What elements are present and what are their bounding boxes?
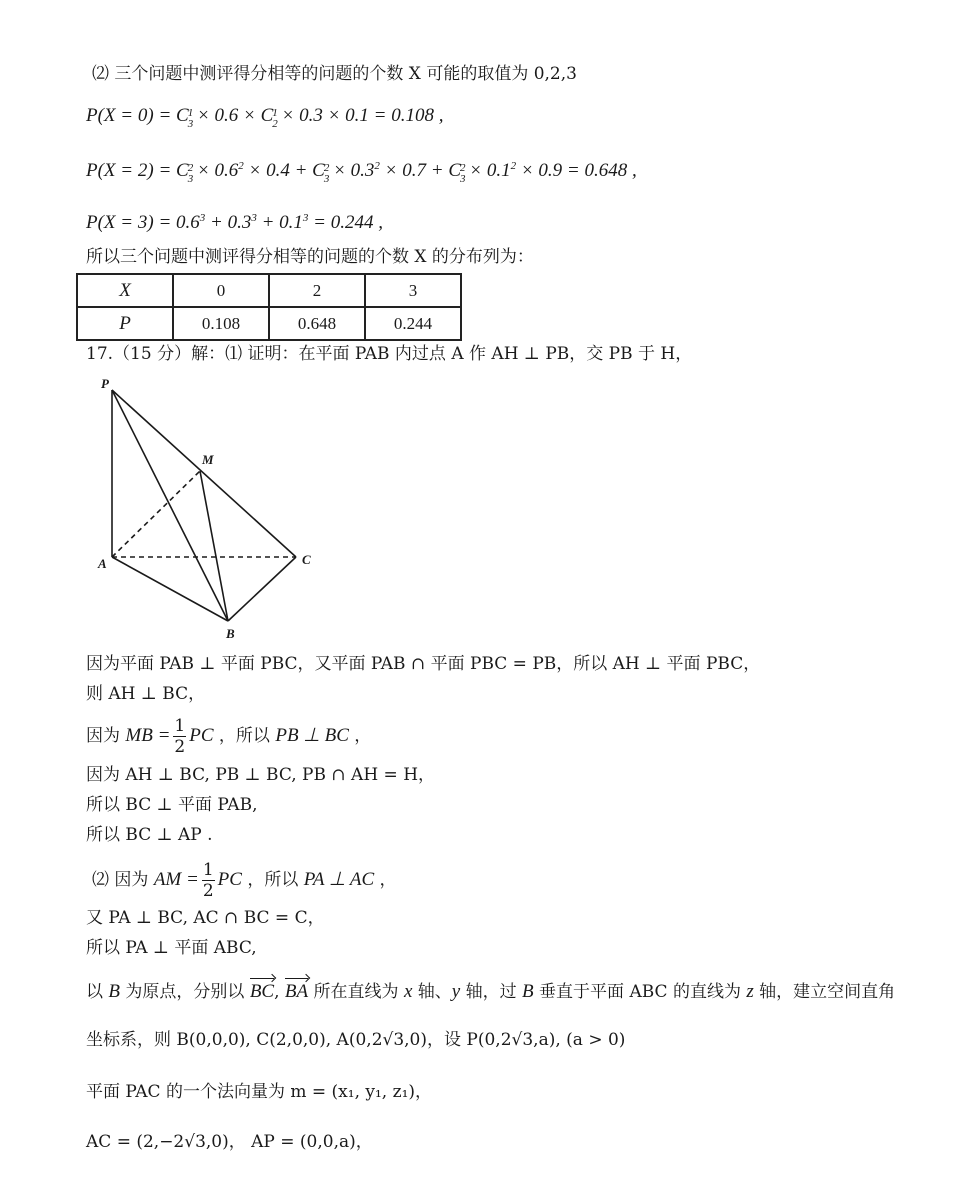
table-cell: X xyxy=(77,274,173,307)
proof-line-5: 所以 BC ⊥ 平面 PAB, xyxy=(86,795,258,815)
label-m: M xyxy=(202,452,214,467)
proof-line-11: 坐标系，则 B(0,0,0), C(2,0,0), A(0,2√3,0)，设 P(0,2√3,a), (a > 0) xyxy=(86,1030,626,1050)
proof-line-2: 则 AH ⊥ BC， xyxy=(86,684,206,704)
q17-intro: 17.（15 分）解：⑴ 证明：在平面 PAB 内过点 A 作 AH ⊥ PB，交 PB 于 H， xyxy=(86,344,693,364)
segment-am-hidden xyxy=(112,471,200,557)
proof-line-13: AC = (2,−2√3,0)， AP = (0,0,a)， xyxy=(86,1132,373,1152)
distribution-intro: 所以三个问题中测评得分相等的问题的个数 X 的分布列为： xyxy=(86,247,534,267)
label-p: P xyxy=(101,376,109,391)
proof-line-6: 所以 BC ⊥ AP . xyxy=(86,825,213,845)
proof-line-1: 因为平面 PAB ⊥ 平面 PBC，又平面 PAB ∩ 平面 PBC = PB，所以 AH ⊥ 平面 PBC， xyxy=(86,654,761,674)
proof-line-9: 所以 PA ⊥ 平面 ABC, xyxy=(86,938,257,958)
table-cell: 0.244 xyxy=(365,307,461,340)
edge-pc xyxy=(112,390,296,557)
proof-line-12: 平面 PAC 的一个法向量为 m = (x₁, y₁, z₁)， xyxy=(86,1082,433,1102)
edge-ab xyxy=(112,557,228,621)
table-cell: 2 xyxy=(269,274,365,307)
label-c: C xyxy=(302,552,311,567)
segment-mb xyxy=(200,471,228,621)
table-cell: 3 xyxy=(365,274,461,307)
proof-line-8: 又 PA ⊥ BC, AC ∩ BC = C， xyxy=(86,908,325,928)
table-cell: 0.108 xyxy=(173,307,269,340)
tetrahedron-figure xyxy=(96,376,326,641)
proof-line-4: 因为 AH ⊥ BC, PB ⊥ BC, PB ∩ AH = H， xyxy=(86,765,436,785)
table-cell: P xyxy=(77,307,173,340)
prob-x2: P(X = 2) = C 2 3 × $0.6^2 \times 0.4 + C$ 2 3 × $0.3^2 \times 0.7 + C$ 2 3 × $0.1^2 \times 0.9 = 0.648$ , xyxy=(86,160,637,185)
proof-line-7: ⑵ 因为 AM = $\frac{1}{2}$ PC ，所以 PA ⊥ AC ， xyxy=(92,860,397,901)
edge-pb xyxy=(112,390,228,621)
table-cell: 0 xyxy=(173,274,269,307)
table-row xyxy=(77,274,461,307)
edge-bc xyxy=(228,557,296,621)
part2-header: ⑵ 三个问题中测评得分相等的问题的个数 X 可能的取值为 0,2,3 xyxy=(92,64,577,84)
prob-x0: P(X = 0) = C 1 3 × 0.6 × C 1 2 × 0.3 × 0.1 = 0.108 , xyxy=(86,105,444,130)
prob-x3: $P(X = 3) = 0.6^3 + 0.3^3 + 0.1^3 = 0.244$ , xyxy=(86,212,383,233)
label-a: A xyxy=(98,556,107,571)
label-b: B xyxy=(226,626,235,641)
table-row xyxy=(77,307,461,340)
proof-line-3: 因为 MB = $\frac{1}{2}$ PC ，所以 PB ⊥ BC ， xyxy=(86,716,372,757)
proof-line-10: 以 B 为原点，分别以 BC, BA 所在直线为 x 轴、y 轴，过 B 垂直于平面 ABC 的直线为 z 轴，建立空间直角 xyxy=(86,976,895,1004)
table-cell: 0.648 xyxy=(269,307,365,340)
distribution-table xyxy=(76,273,462,341)
